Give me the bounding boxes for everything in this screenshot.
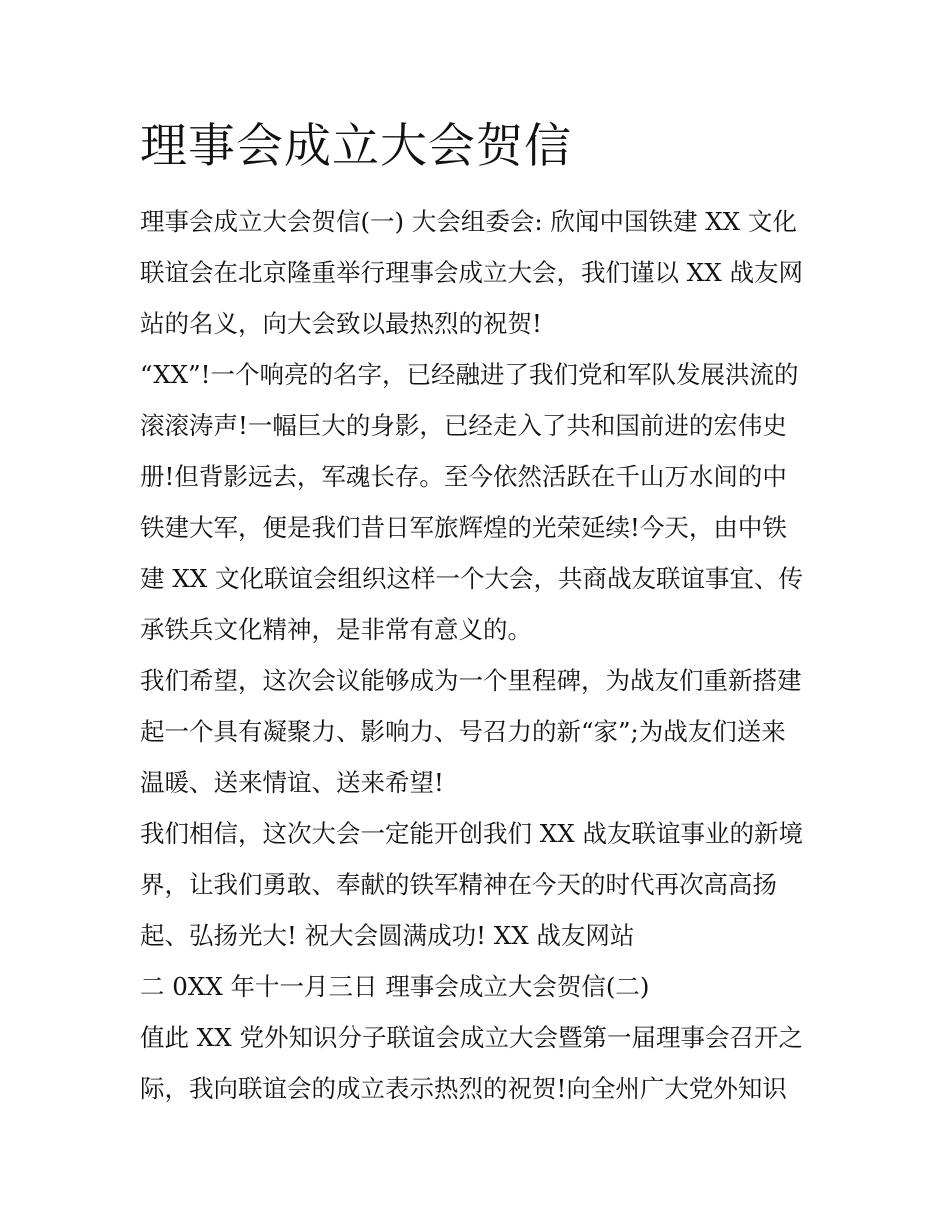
body-line: 我们相信，这次大会一定能开创我们 XX 战友联谊事业的新境 [140,819,803,848]
body-line: 册!但背影远去，军魂长存。至今依然活跃在千山万水间的中 [140,462,787,491]
body-line: 建 XX 文化联谊会组织这样一个大会，共商战友联谊事宜、传 [140,564,803,593]
body-line: 二 0XX 年十一月三日 理事会成立大会贺信(二) [140,972,650,1001]
body-line: 际，我向联谊会的成立表示热烈的祝贺!向全州广大党外知识 [140,1074,787,1103]
body-line: 联谊会在北京隆重举行理事会成立大会，我们谨以 XX 战友网 [140,258,803,287]
body-line: 界，让我们勇敢、奉献的铁军精神在今天的时代再次高高扬 [140,870,777,899]
body-line: “XX”!一个响亮的名字，已经融进了我们党和军队发展洪流的 [140,360,799,389]
body-line: 承铁兵文化精神，是非常有意义的。 [140,615,532,644]
body-line: 起一个具有凝聚力、影响力、号召力的新“家”;为战友们送来 [140,717,786,746]
body-line: 理事会成立大会贺信(一) 大会组委会: 欣闻中国铁建 XX 文化 [140,207,797,236]
body-line: 我们希望，这次会议能够成为一个里程碑，为战友们重新搭建 [140,666,802,695]
body-line: 温暖、送来情谊、送来希望! [140,768,444,797]
body-line: 铁建大军，便是我们昔日军旅辉煌的光荣延续!今天，由中铁 [140,513,787,542]
document-title: 理事会成立大会贺信 [140,119,572,174]
document-body [140,196,830,1114]
body-line: 起、弘扬光大! 祝大会圆满成功! XX 战友网站 [140,921,635,950]
body-line: 值此 XX 党外知识分子联谊会成立大会暨第一届理事会召开之 [140,1023,803,1052]
body-line: 滚滚涛声!一幅巨大的身影，已经走入了共和国前进的宏伟史 [140,411,787,440]
body-line: 站的名义，向大会致以最热烈的祝贺! [140,309,542,338]
